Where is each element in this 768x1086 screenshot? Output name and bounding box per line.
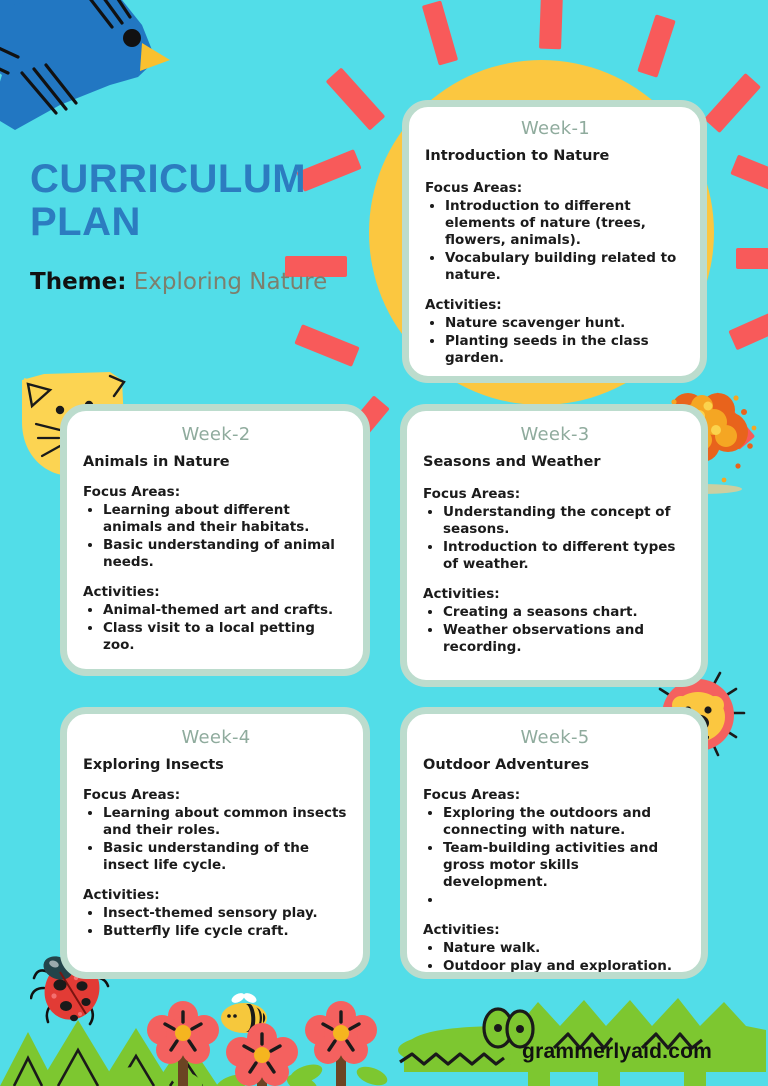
theme-label: Theme: xyxy=(30,269,127,296)
activities-list xyxy=(425,315,686,367)
list-item: • Basic understanding of the insect life cycle. xyxy=(103,840,349,874)
focus-areas-list xyxy=(83,805,349,874)
list-item: • Planting seeds in the class garden. xyxy=(445,333,686,367)
flower-icon xyxy=(146,1000,220,1086)
week-topic: Exploring Insects xyxy=(83,757,224,773)
page-title xyxy=(30,158,360,244)
week-heading: Week-4 xyxy=(181,727,251,748)
list-item: • Exploring the outdoors and connecting with nature. xyxy=(443,805,687,839)
focus-areas-label: Focus Areas: xyxy=(83,484,181,500)
week-topic: Animals in Nature xyxy=(83,454,230,470)
week-heading: Week-2 xyxy=(181,424,251,445)
list-item: • Understanding the concept of seasons. xyxy=(443,504,687,538)
activities-list xyxy=(83,905,349,940)
list-item: • Learning about different animals and their habitats. xyxy=(103,502,349,536)
activities-label: Activities: xyxy=(423,922,500,938)
list-item: • Basic understanding of animal needs. xyxy=(103,537,349,571)
list-item: • Learning about common insects and their roles. xyxy=(103,805,349,839)
focus-areas-list xyxy=(83,502,349,571)
list-item-empty xyxy=(443,892,687,909)
list-item: • Outdoor play and exploration. xyxy=(443,958,687,975)
list-item: • Class visit to a local petting zoo. xyxy=(103,620,349,654)
poster-header xyxy=(30,158,360,300)
list-item: • Nature walk. xyxy=(443,940,687,957)
focus-areas-label: Focus Areas: xyxy=(423,486,521,502)
page-title-line2: PLAN xyxy=(30,200,141,245)
focus-areas-label: Focus Areas: xyxy=(83,787,181,803)
week-card-5 xyxy=(400,707,708,979)
list-item: • Introduction to different elements of nature (trees, flowers, animals). xyxy=(445,198,686,249)
week-heading: Week-5 xyxy=(520,727,590,748)
week-topic: Seasons and Weather xyxy=(423,454,601,470)
activities-list xyxy=(83,602,349,654)
activities-label: Activities: xyxy=(83,584,160,600)
focus-areas-label: Focus Areas: xyxy=(423,787,521,803)
focus-areas-list xyxy=(423,805,687,909)
activities-label: Activities: xyxy=(83,887,160,903)
week-heading: Week-1 xyxy=(520,118,591,139)
list-item: • Introduction to different types of weather. xyxy=(443,539,687,573)
week-card-2 xyxy=(60,404,370,676)
flower-icon xyxy=(304,1000,378,1086)
week-card-1 xyxy=(402,100,707,383)
focus-areas-label: Focus Areas: xyxy=(425,180,523,196)
focus-areas-list xyxy=(423,504,687,573)
list-item: • Animal-themed art and crafts. xyxy=(103,602,349,619)
list-item: • Insect-themed sensory play. xyxy=(103,905,349,922)
flying-bird-icon xyxy=(0,0,190,140)
list-item: • Nature scavenger hunt. xyxy=(445,315,686,332)
theme-line xyxy=(30,266,360,299)
week-card-4 xyxy=(60,707,370,979)
activities-label: Activities: xyxy=(425,297,502,313)
week-heading: Week-3 xyxy=(520,424,590,445)
list-item: • Creating a seasons chart. xyxy=(443,604,687,621)
activities-list xyxy=(423,604,687,656)
theme-value: Exploring Nature xyxy=(133,269,328,296)
list-item: • Vocabulary building related to nature. xyxy=(445,250,686,284)
list-item: • Team-building activities and gross motor skills development. xyxy=(443,840,687,891)
watermark-site-name: grammerlyaid.com xyxy=(522,1040,712,1063)
week-topic: Introduction to Nature xyxy=(425,148,610,164)
page-title-line1: CURRICULUM xyxy=(30,157,307,201)
activities-list xyxy=(423,940,687,975)
week-card-3 xyxy=(400,404,708,687)
week-topic: Outdoor Adventures xyxy=(423,757,590,773)
list-item: • Weather observations and recording. xyxy=(443,622,687,656)
list-item: • Butterfly life cycle craft. xyxy=(103,923,349,940)
activities-label: Activities: xyxy=(423,586,500,602)
flower-icon xyxy=(225,1022,299,1086)
focus-areas-list xyxy=(425,198,686,284)
